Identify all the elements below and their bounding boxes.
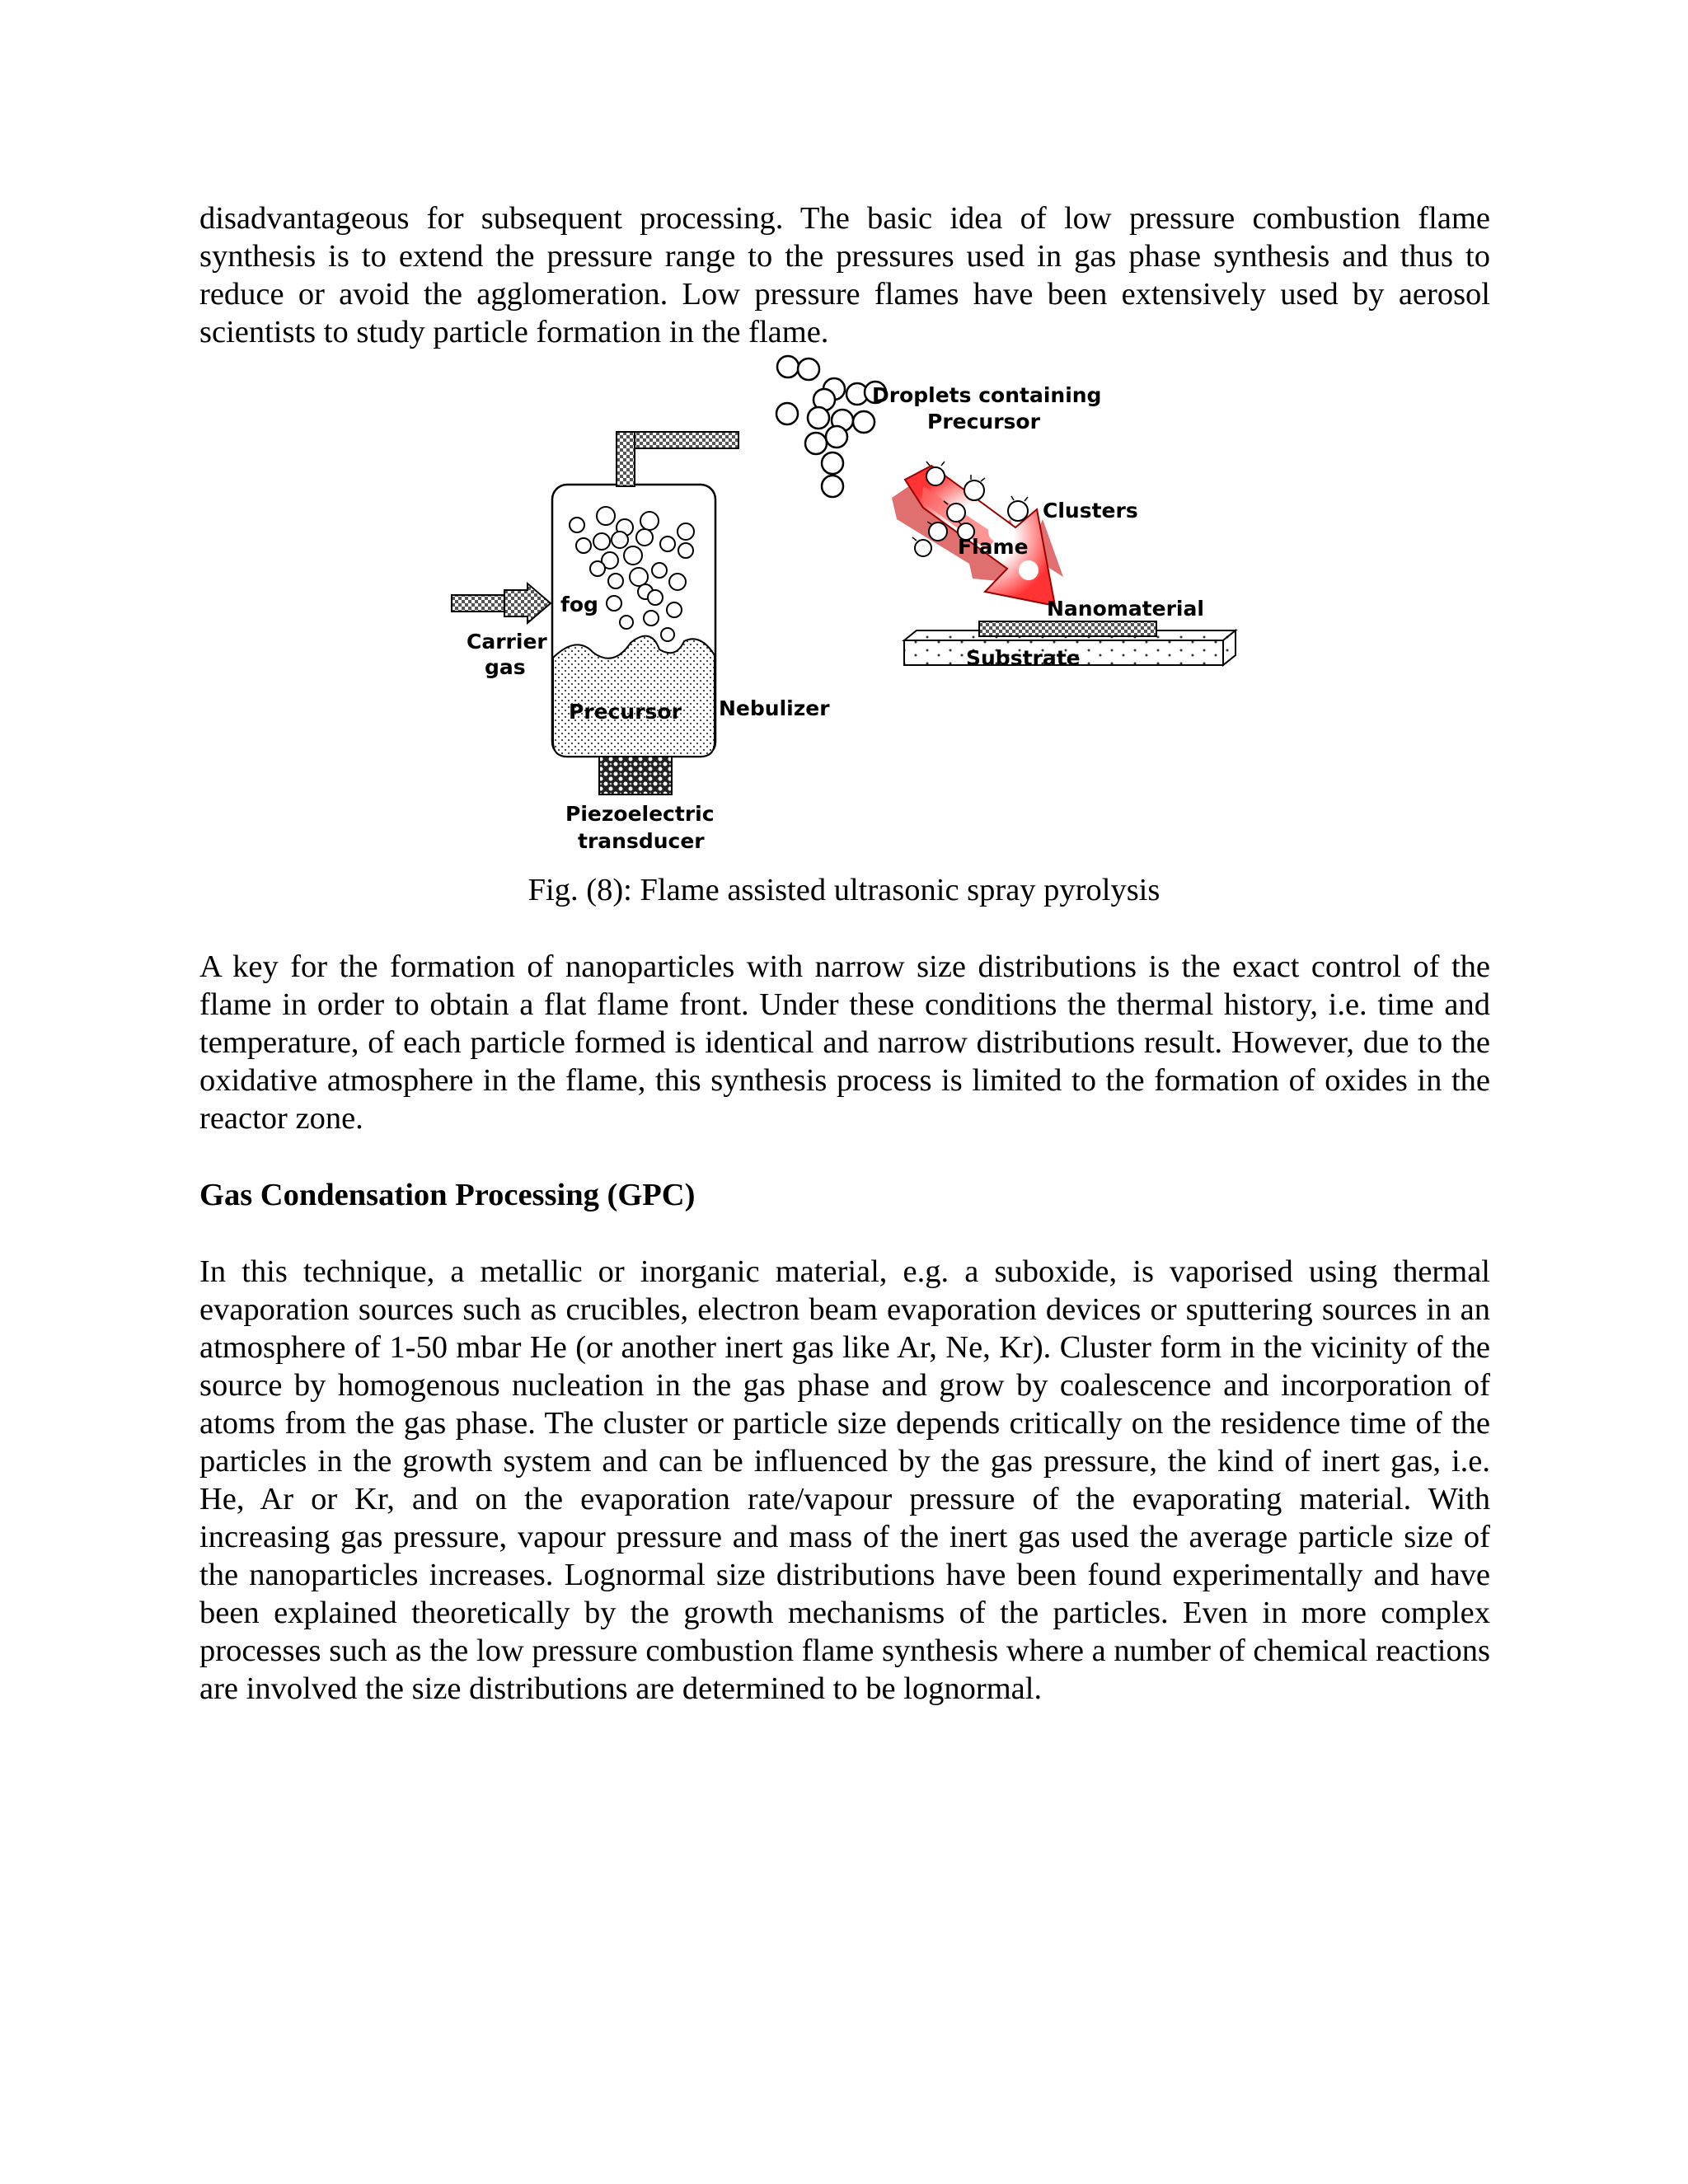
section-heading: Gas Condensation Processing (GPC) [199, 1178, 696, 1212]
figure-caption: Fig. (8): Flame assisted ultrasonic spray pyrolysis [528, 873, 1160, 907]
label-nanomaterial: Nanomaterial [1047, 597, 1204, 621]
carrier-gas-arrow [452, 583, 551, 623]
paragraph-flame-control: A key for the formation of nanoparticles with narrow size distributions is the exact control of the flame in order to obtain a flat flame front. Under these conditions the thermal history, i.e. time and temperature, of each particle formed is identical and narrow distributions result. However, due to the oxidative atmosphere in the flame, this synthesis process is limited to the formation of oxides in the reactor zone. [199, 949, 1490, 1136]
droplets [776, 356, 886, 497]
label-droplets-2: Precursor [927, 410, 1040, 434]
label-nebulizer: Nebulizer [719, 696, 830, 720]
label-droplets-1: Droplets containing [872, 383, 1102, 407]
label-carrier-2: gas [485, 655, 526, 679]
paragraph-intro: disadvantageous for subsequent processing. The basic idea of low pressure combustion flame synthesis is to extend the pressure range to the pressures used in gas phase synthesis and thus to reduce or avoid the agglomeration. Low pressure flames have been extensively used by aerosol scientists to study particle formation in the flame. [199, 201, 1490, 349]
label-fog: fog [560, 593, 598, 616]
label-substrate: Substrate [966, 646, 1081, 670]
label-flame: Flame [958, 535, 1029, 559]
label-carrier-1: Carrier [467, 630, 547, 654]
paragraph-gpc: In this technique, a metallic or inorganic material, e.g. a suboxide, is vaporised using thermal evaporation sources such as crucibles, electron beam evaporation devices or sputtering sources in an atmosphere of 1-50 mbar He (or another inert gas like Ar, Ne, Kr). Cluster form in the vicinity of the source by homogenous nucleation in the gas phase and grow by coalescence and incorporation of atoms from the gas phase. The cluster or particle size depends critically on the residence time of the particles in the growth system and can be influenced by the gas pressure, the kind of inert gas, i.e. He, Ar or Kr, and on the evaporation rate/vapour pressure of the evaporating material. With increasing gas pressure, vapour pressure and mass of the inert gas used the average particle size of the nanoparticles increases. Lognormal size distributions have been found experimentally and have been explained theoretically by the growth mechanisms of the particles. Even in more complex processes such as the low pressure combustion flame synthesis where a number of chemical reactions are involved the size distributions are determined to be lognormal. [199, 1254, 1490, 1706]
label-piezo-1: Piezoelectric [565, 802, 715, 826]
label-clusters: Clusters [1043, 499, 1138, 523]
label-piezo-2: transducer [578, 829, 705, 853]
label-precursor: Precursor [569, 700, 682, 724]
